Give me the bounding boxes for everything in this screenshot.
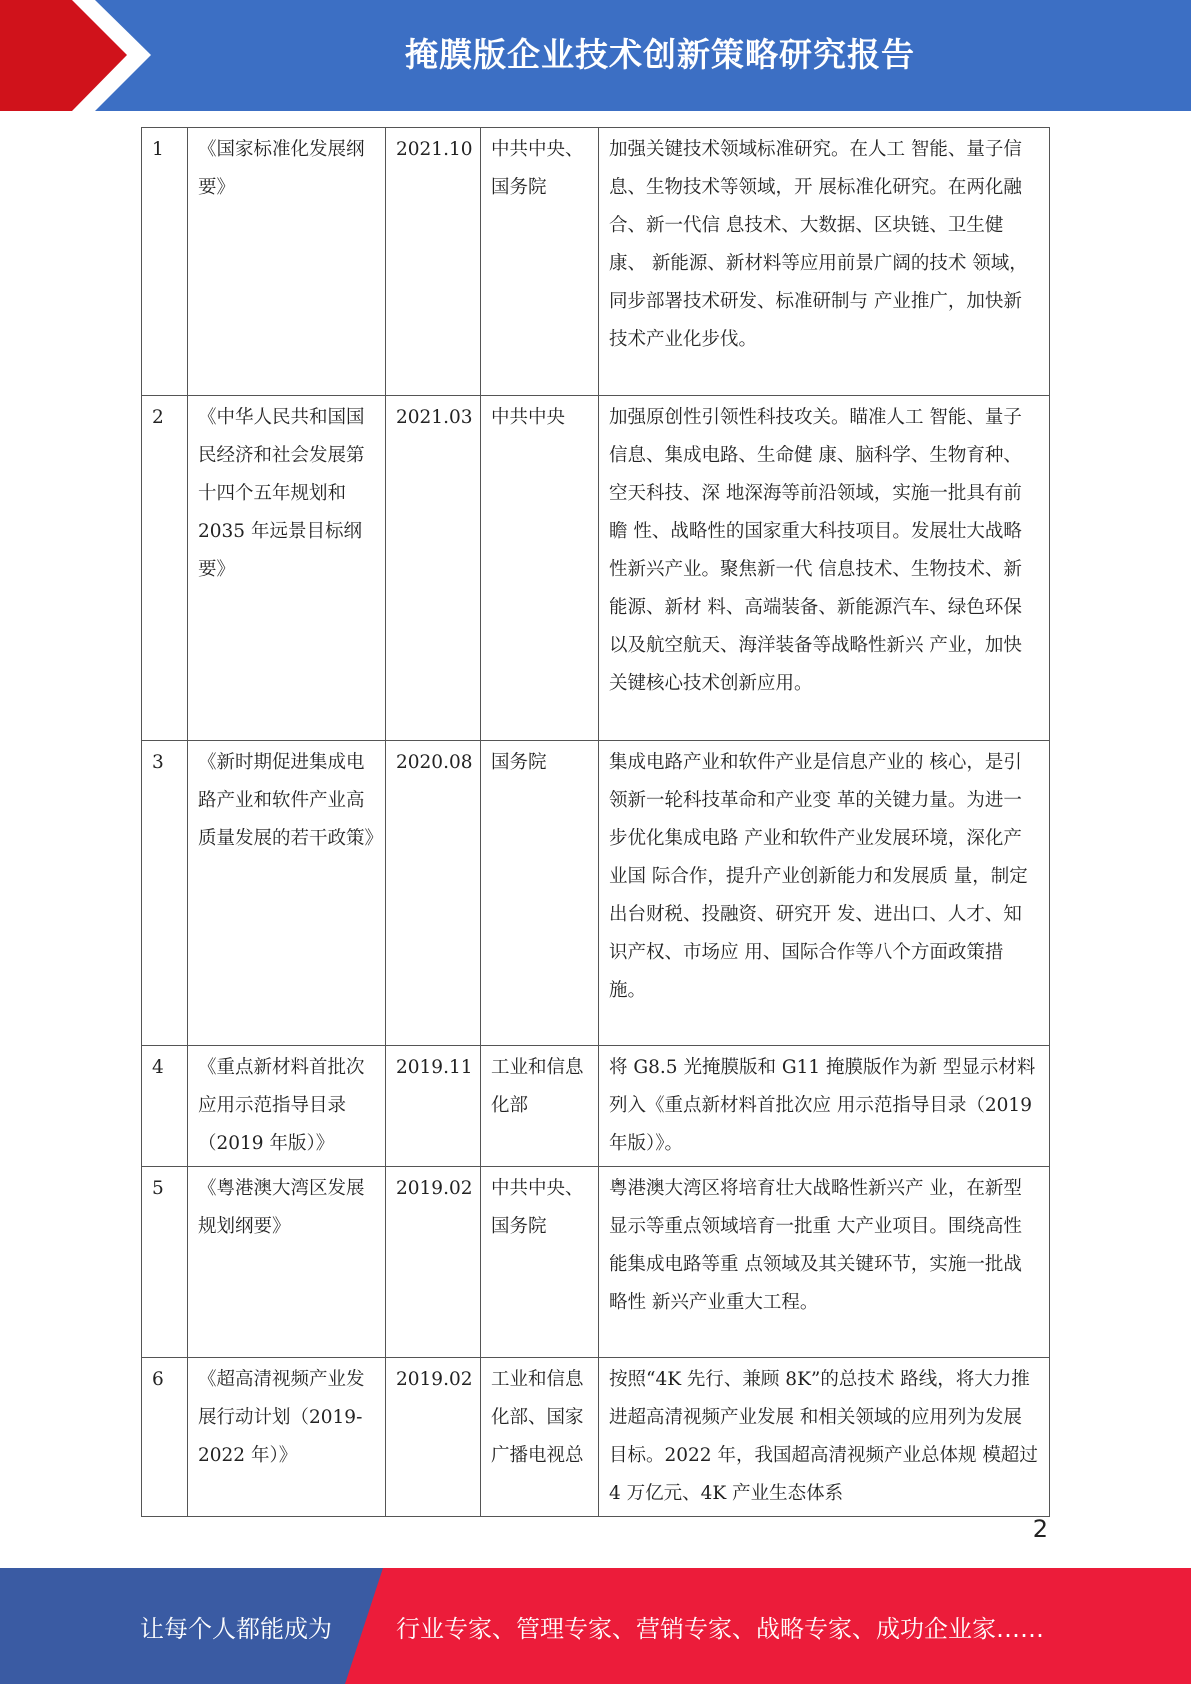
issuing-body: 中共中央、国务院 — [481, 1167, 599, 1358]
issue-date: 2021.03 — [386, 396, 481, 741]
issuing-body: 工业和信息化部 — [481, 1046, 599, 1167]
policy-content: 粤港澳大湾区将培育壮大战略性新兴产 业，在新型显示等重点领域培育一批重 大产业项目。围绕高性能集成电路等重 点领域及其关键环节，实施一批战略性 新兴产业重大工程。 — [599, 1167, 1050, 1358]
row-number: 4 — [142, 1046, 188, 1167]
row-number: 3 — [142, 741, 188, 1046]
issuing-body: 中共中央、国务院 — [481, 128, 599, 396]
policy-content: 集成电路产业和软件产业是信息产业的 核心，是引领新一轮科技革命和产业变 革的关键力量。为进一步优化集成电路 产业和软件产业发展环境，深化产业国 际合作，提升产业创新能力和发展质 量，制定出台财税、投融资、研究开 发、进出口、人才、知识产权、市场应 用、国际合作等八个方面政策措施。 — [599, 741, 1050, 1046]
issue-date: 2019.02 — [386, 1167, 481, 1358]
table-row — [142, 396, 1050, 741]
policy-name: 《超高清视频产业发展行动计划（2019-2022 年）》 — [188, 1358, 386, 1517]
footer-slogan-right: 行业专家、管理专家、营销专家、战略专家、成功企业家…… — [396, 1614, 1044, 1643]
table-row — [142, 128, 1050, 396]
policy-content: 加强原创性引领性科技攻关。瞄准人工 智能、量子信息、集成电路、生命健 康、脑科学、生物育种、空天科技、深 地深海等前沿领域，实施一批具有前瞻 性、战略性的国家重大科技项目。发展壮大战略性新兴产业。聚焦新一代 信息技术、生物技术、新能源、新材 料、高端装备、新能源汽车、绿色环保 以及航空航天、海洋装备等战略性新兴 产业，加快关键核心技术创新应用。 — [599, 396, 1050, 741]
issue-date: 2021.10 — [386, 128, 481, 396]
table-row — [142, 1167, 1050, 1358]
issue-date: 2019.02 — [386, 1358, 481, 1517]
policy-content: 将 G8.5 光掩膜版和 G11 掩膜版作为新 型显示材料列入《重点新材料首批次应 用示范指导目录（2019 年版）》。 — [599, 1046, 1050, 1167]
policy-name: 《重点新材料首批次应用示范指导目录（2019 年版）》 — [188, 1046, 386, 1167]
policy-name: 《粤港澳大湾区发展规划纲要》 — [188, 1167, 386, 1358]
row-number: 1 — [142, 128, 188, 396]
issuing-body: 国务院 — [481, 741, 599, 1046]
policy-name: 《新时期促进集成电路产业和软件产业高质量发展的若干政策》 — [188, 741, 386, 1046]
table-row — [142, 1358, 1050, 1517]
row-number: 2 — [142, 396, 188, 741]
page-number: 2 — [1032, 1515, 1048, 1543]
header-chevron-logo — [0, 0, 160, 111]
page-title: 掩膜版企业技术创新策略研究报告 — [405, 34, 915, 74]
header-band — [0, 0, 1191, 111]
row-number: 5 — [142, 1167, 188, 1358]
footer-band — [0, 1568, 1191, 1684]
policy-content: 加强关键技术领域标准研究。在人工 智能、量子信息、生物技术等领域，开 展标准化研究。在两化融合、新一代信 息技术、大数据、区块链、卫生健康、 新能源、新材料等应用前景广阔的技术 领域，同步部署技术研发、标准研制与 产业推广，加快新技术产业化步伐。 — [599, 128, 1050, 396]
policy-name: 《中华人民共和国国民经济和社会发展第十四个五年规划和 2035 年远景目标纲要》 — [188, 396, 386, 741]
footer-slogan-left: 让每个人都能成为 — [140, 1614, 332, 1643]
policy-name: 《国家标准化发展纲要》 — [188, 128, 386, 396]
table-row — [142, 1046, 1050, 1167]
issue-date: 2020.08 — [386, 741, 481, 1046]
issuing-body: 工业和信息化部、国家广播电视总 — [481, 1358, 599, 1517]
policy-table — [141, 127, 1050, 1517]
table-row — [142, 741, 1050, 1046]
issuing-body: 中共中央 — [481, 396, 599, 741]
row-number: 6 — [142, 1358, 188, 1517]
policy-content: 按照“4K 先行、兼顾 8K”的总技术 路线，将大力推进超高清视频产业发展 和相关领域的应用列为发展目标。2022 年，我国超高清视频产业总体规 模超过 4 万亿元、4K 产业生态体系 — [599, 1358, 1050, 1517]
issue-date: 2019.11 — [386, 1046, 481, 1167]
